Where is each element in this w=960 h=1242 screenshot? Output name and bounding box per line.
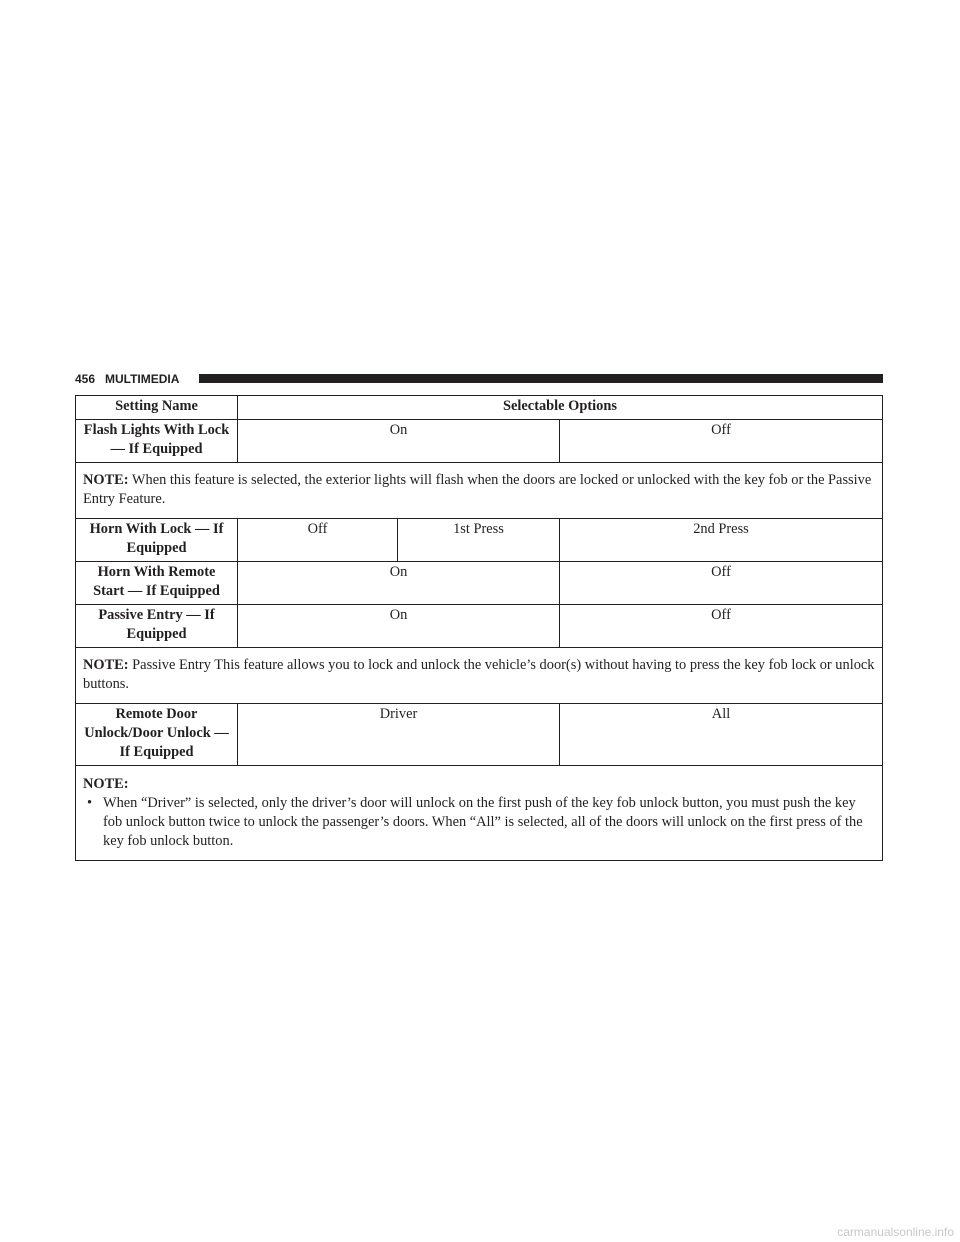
option-passive-off: Off (560, 605, 883, 648)
table-row (76, 562, 883, 605)
setting-flash-lights: Flash Lights With Lock — If Equipped (76, 420, 238, 463)
section-title: MULTIMEDIA (105, 372, 180, 386)
setting-horn-remote-start: Horn With Remote Start — If Equipped (76, 562, 238, 605)
note-label: NOTE: (83, 472, 129, 488)
note-passive-entry (76, 648, 883, 704)
note-remote-door-unlock (76, 766, 883, 861)
note-text: When this feature is selected, the exterior lights will flash when the doors are locked or unlocked with the key fob or the Passive Entry Feature. (83, 472, 872, 507)
watermark: carmanualsonline.info (837, 1225, 954, 1239)
note-flash-lights (76, 463, 883, 519)
note-row (76, 463, 883, 519)
note-text: Passive Entry This feature allows you to lock and unlock the vehicle’s door(s) without having to press the key fob lock or unlock buttons. (83, 657, 875, 692)
note-row (76, 648, 883, 704)
option-unlock-all: All (560, 704, 883, 766)
note-label: NOTE: (83, 776, 129, 792)
option-horn-2nd-press: 2nd Press (560, 519, 883, 562)
note-label: NOTE: (83, 657, 129, 673)
setting-passive-entry: Passive Entry — If Equipped (76, 605, 238, 648)
column-header-setting-name: Setting Name (76, 396, 238, 420)
page-header (75, 372, 883, 386)
option-horn-remote-on: On (238, 562, 560, 605)
bullet-text: When “Driver” is selected, only the driver’s door will unlock on the first push of the key fob unlock button, you must push the key fob unlock button twice to unlock the passenger’s doors. When “All” is selected, all of the doors will unlock on the first press of the key fob unlock button. (103, 795, 863, 849)
bullet-item (83, 794, 876, 851)
option-flash-on: On (238, 420, 560, 463)
option-horn-remote-off: Off (560, 562, 883, 605)
option-passive-on: On (238, 605, 560, 648)
setting-horn-with-lock: Horn With Lock — If Equipped (76, 519, 238, 562)
setting-remote-door-unlock: Remote Door Unlock/Door Unlock — If Equipped (76, 704, 238, 766)
settings-table (75, 395, 883, 861)
option-horn-1st-press: 1st Press (398, 519, 560, 562)
table-row (76, 420, 883, 463)
header-rule (199, 374, 883, 383)
note-row (76, 766, 883, 861)
option-horn-off: Off (238, 519, 398, 562)
column-header-selectable-options: Selectable Options (238, 396, 883, 420)
option-unlock-driver: Driver (238, 704, 560, 766)
bullet-icon: • (87, 795, 93, 811)
table-header-row (76, 396, 883, 420)
page-number: 456 (75, 372, 96, 386)
option-flash-off: Off (560, 420, 883, 463)
table-row (76, 605, 883, 648)
table-row (76, 519, 883, 562)
table-row (76, 704, 883, 766)
